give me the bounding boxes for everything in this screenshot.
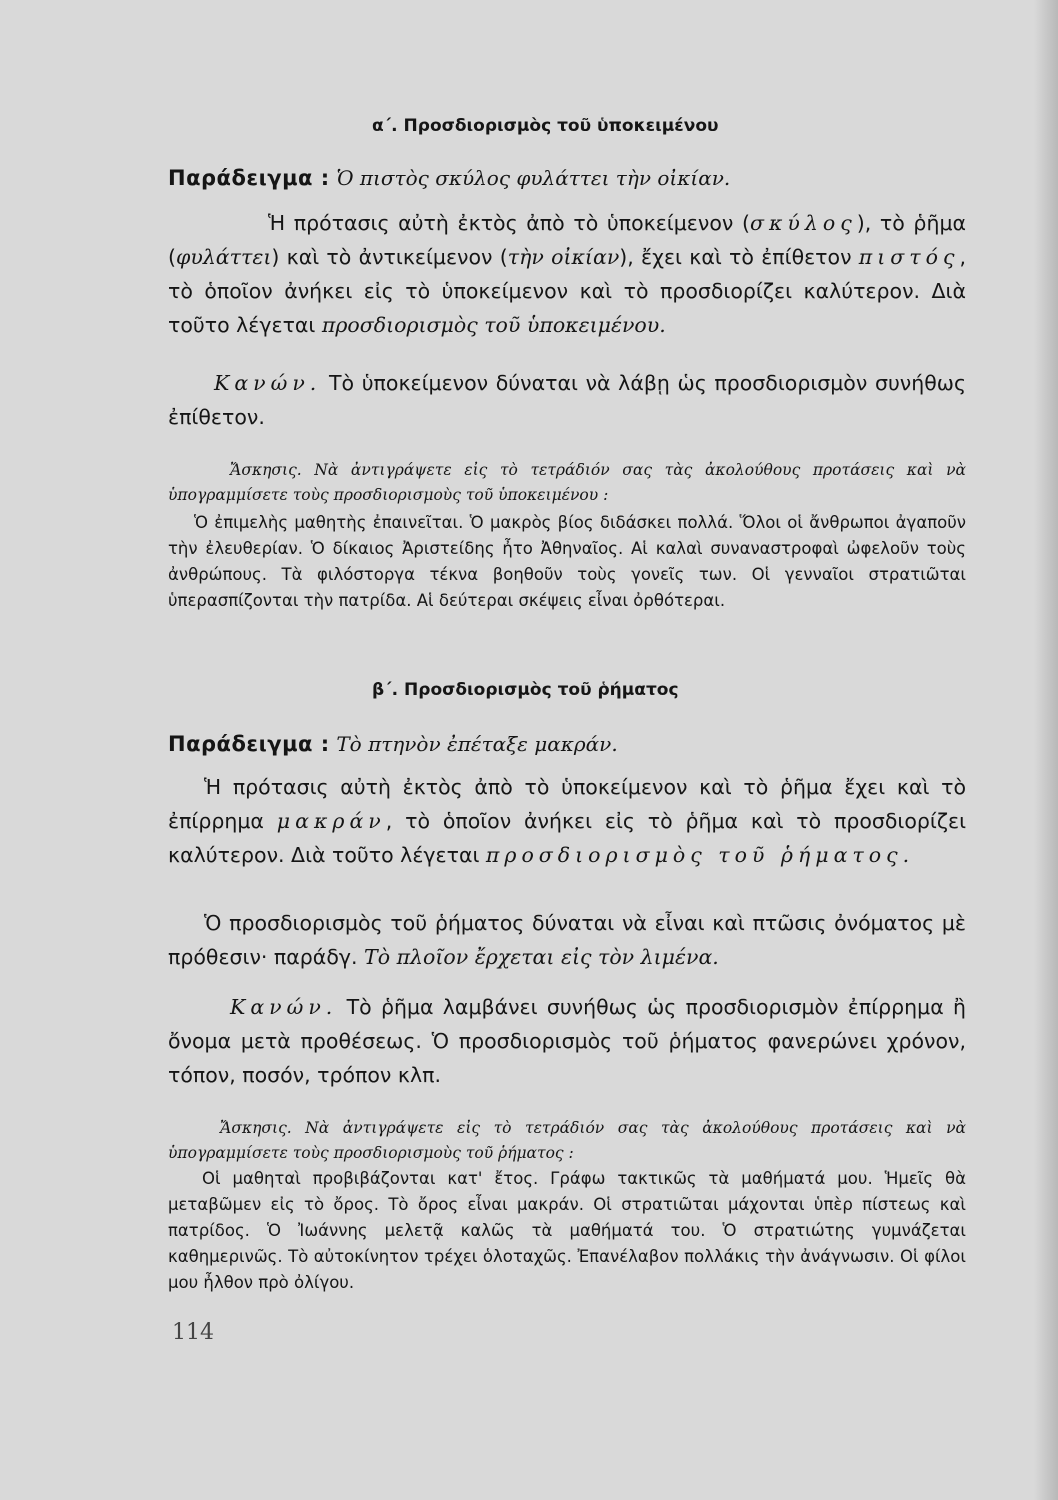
section-a-paragraph: Ἡ πρότασις αὐτὴ ἐκτὸς ἀπὸ τὸ ὑποκείμενον (σκύλος), τὸ ῥῆμα (φυλάττει) καὶ τὸ ἀντικείμενον (τὴν οἰκίαν), ἔχει καὶ τὸ ἐπίθετον πιστός, τὸ ὁποῖον ἀνήκει εἰς τὸ ὑποκείμενον καὶ τὸ προσδιορίζει καλύτερον. Διὰ τοῦτο λέγεται προσδιορισμὸς τοῦ ὑποκειμένου. bbox=[168, 211, 966, 337]
page-edge-shadow bbox=[1034, 0, 1058, 1500]
example-sentence: Ὁ πιστὸς σκύλος φυλάττει τὴν οἰκίαν. bbox=[336, 166, 731, 190]
section-b-heading: β΄. Προσδιορισμὸς τοῦ ῥήματος bbox=[372, 680, 679, 700]
section-b-paragraph-1: Ἡ πρότασις αὐτὴ ἐκτὸς ἀπὸ τὸ ὑποκείμενον καὶ τὸ ῥῆμα ἔχει καὶ τὸ ἐπίρρημα μακράν, τὸ ὁποῖον ἀνήκει εἰς τὸ ῥῆμα καὶ τὸ προσδιορίζει καλύτερον. Διὰ τοῦτο λέγεται προσδιορισμὸς τοῦ ῥήματος. bbox=[168, 775, 967, 867]
example-sentence: Τὸ πτηνὸν ἐπέταξε μακράν. bbox=[336, 732, 618, 756]
rule-label: Κανών. bbox=[214, 371, 322, 395]
section-b-rule: Κανών. Τὸ ῥῆμα λαμβάνει συνήθως ὡς προσδιορισμὸν ἐπίρρημα ἢ ὄνομα μετὰ προθέσεως. Ὁ προσδιορισμὸς τοῦ ῥήματος φανερώνει χρόνον, τόπον, ποσόν, τρόπον κλπ. bbox=[168, 995, 966, 1087]
section-a-rule: Κανών. Τὸ ὑποκείμενον δύναται νὰ λάβῃ ὡς προσδιορισμὸν συνήθως ἐπίθετον. bbox=[168, 371, 966, 429]
section-a-exercise-text: Ὁ ἐπιμελὴς μαθητὴς ἐπαινεῖται. Ὁ μακρὸς βίος διδάσκει πολλά. Ὅλοι οἱ ἄνθρωποι ἀγαποῦν τὴν ἐλευθερίαν. Ὁ δίκαιος Ἀριστείδης ἦτο Ἀθηναῖος. Αἱ καλαὶ συναναστροφαὶ ὠφελοῦν τοὺς ἀνθρώπους. Τὰ φιλόστοργα τέκνα βοηθοῦν τοὺς γονεῖς των. Οἱ γενναῖοι στρατιῶται ὑπερασπίζονται τὴν πατρίδα. Αἱ δεύτεραι σκέψεις εἶναι ὀρθότεραι. bbox=[168, 513, 966, 610]
example-label: Παράδειγμα : bbox=[168, 166, 330, 190]
section-a-heading: α΄. Προσδιορισμὸς τοῦ ὑποκειμένου bbox=[372, 116, 719, 136]
section-b-exercise-text: Οἱ μαθηταὶ προβιβάζονται κατ' ἔτος. Γράφω τακτικῶς τὰ μαθήματά μου. Ἡμεῖς θὰ μεταβῶμεν εἰς τὸ ὄρος. Τὸ ὄρος εἶναι μακράν. Οἱ στρατιῶται μάχονται ὑπὲρ πίστεως καὶ πατρίδος. Ὁ Ἰωάννης μελετᾷ καλῶς τὰ μαθήματά του. Ὁ στρατιώτης γυμνάζεται καθημερινῶς. Τὸ αὐτοκίνητον τρέχει ὁλοταχῶς. Ἐπανέλαβον πολλάκις τὴν ἀνάγνωσιν. Οἱ φίλοι μου ἦλθον πρὸ ὀλίγου. bbox=[168, 1169, 966, 1292]
rule-label: Κανών. bbox=[230, 995, 338, 1019]
section-b-example bbox=[168, 732, 618, 756]
section-a-exercise-instruction: Ἄσκησις. Νὰ ἀντιγράψετε εἰς τὸ τετράδιόν σας τὰς ἀκολούθους προτάσεις καὶ νὰ ὑπογραμμίσετε τοὺς προσδιορισμοὺς τοῦ ὑποκειμένου : bbox=[168, 461, 966, 504]
section-b-exercise-instruction: Ἄσκησις. Νὰ ἀντιγράψετε εἰς τὸ τετράδιόν σας τὰς ἀκολούθους προτάσεις καὶ νὰ ὑπογραμμίσετε τοὺς προσδιορισμοὺς τοῦ ῥήματος : bbox=[168, 1119, 966, 1162]
page-number: 114 bbox=[172, 1320, 214, 1345]
section-a-example bbox=[168, 166, 730, 190]
section-b-paragraph-2: Ὁ προσδιορισμὸς τοῦ ῥήματος δύναται νὰ εἶναι καὶ πτῶσις ὀνόματος μὲ πρόθεσιν· παράδγ. Τὸ πλοῖον ἔρχεται εἰς τὸν λιμένα. bbox=[168, 911, 966, 969]
example-label: Παράδειγμα : bbox=[168, 732, 330, 756]
